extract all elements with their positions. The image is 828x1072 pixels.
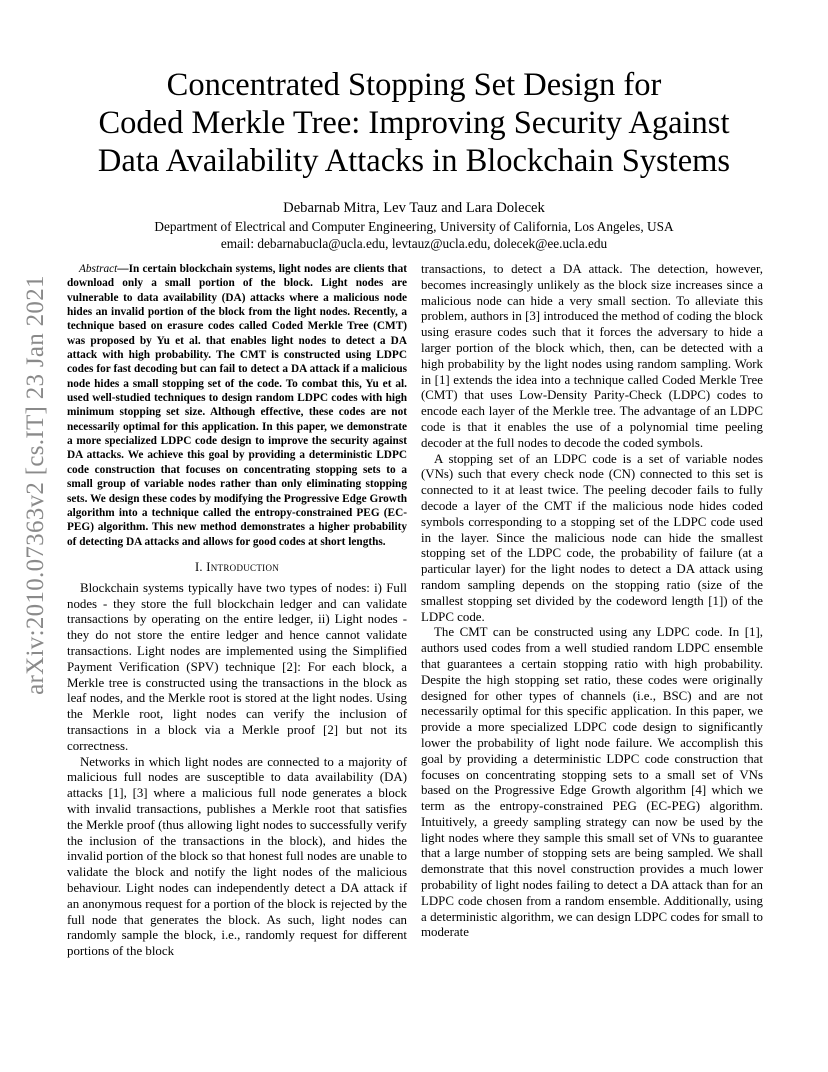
section-number: I. (194, 559, 203, 574)
abstract-text: —In certain blockchain systems, light nodes are clients that download only a small portion of the block. Light nodes are vulnerable to data availability (DA) attacks where a malicious node hides an invalid portion of the block from the light nodes. Recently, a technique based on erasure codes called Coded Merkle Tree (CMT) was proposed by Yu et al. that enables light nodes to detect a DA attack with high probability. The CMT is constructed using LDPC codes for fast decoding but can fail to detect a DA attack if a malicious node hides a small stopping set of the code. To combat this, Yu et al. used well-studied techniques to design random LDPC codes with high minimum stopping set size. Although effective, these codes are not necessarily optimal for this application. In this paper, we demonstrate a more specialized LDPC code design to improve the security against DA attacks. We achieve this goal by providing a deterministic LDPC code construction that focuses on concentrating stopping sets to a small group of variable nodes rather than only eliminating stopping sets. We design these codes by modifying the Progressive Edge Growth algorithm into a technique called the entropy-constrained PEG (EC-PEG) algorithm. This new method demonstrates a higher probability of detecting DA attacks and allows for good codes at short lengths. (67, 263, 407, 548)
abstract-label: Abstract (79, 263, 118, 275)
section-heading (67, 560, 407, 575)
section-title: Introduction (206, 559, 280, 574)
paper-title (60, 66, 768, 180)
intro-paragraph: Blockchain systems typically have two types of nodes: i) Full nodes - they store the full blockchain ledger and can validate transactions by operating on the entire ledger, ii) Light nodes - they do not store the entire ledger and hence cannot validate transactions. Light nodes are implemented using the Simplified Payment Verification (SPV) technique [2]: For each block, a Merkle tree is constructed using the transactions in the block as leaf nodes, and the Merkle root is stored at the light nodes. Using the Merkle root, light nodes can verify the inclusion of transactions in a block via a Merkle proof [2] but not its correctness. (67, 580, 407, 753)
title-line: Concentrated Stopping Set Design for (166, 67, 662, 103)
author-list: Debarnab Mitra, Lev Tauz and Lara Dolecek (283, 200, 545, 216)
intro-paragraph: transactions, to detect a DA attack. The detection, however, becomes increasingly unlikely as the block size increases since a malicious node can hide a very small section. To alleviate this problem, authors in [3] introduced the method of coding the block using erasure codes such that it forces the adversary to hide a larger portion of the block which, then, can be detected with a high probability by the light nodes using random sampling. Work in [1] extends the idea into a technique called Coded Merkle Tree (CMT) that uses Low-Density Parity-Check (LDPC) codes to encode each layer of the Merkle tree. The advantage of an LDPC code is that it enables the use of a polynomial time peeling decoder at the full nodes to decode the coded symbols. (421, 262, 763, 450)
right-column (421, 262, 763, 941)
abstract (67, 262, 407, 549)
intro-paragraph: The CMT can be constructed using any LDPC code. In [1], authors used codes from a well studied random LDPC ensemble that guarantees a certain stopping ratio with high probability. Despite the high stopping set ratio, these codes were originally designed for other types of channels (i.e., BSC) and are not necessarily optimal for this specific application. In this paper, we provide a more specialized LDPC code design to significantly lower the probability of light node failure. We accomplish this goal by providing a deterministic LDPC code construction that focuses on concentrating stopping sets to a small set of VNs based on the Progressive Edge Growth algorithm [4] which we term as the entropy-constrained PEG (EC-PEG) algorithm. Intuitively, a greedy sampling strategy can now be used by the light nodes where they sample this small set of VNs to guarantee that a large number of stopping sets are being sampled. We shall demonstrate that this novel construction provides a much lower probability of light nodes failing to detect a DA attack than for an LDPC code chosen from a random ensemble. Additionally, using a deterministic algorithm, we can design LDPC codes for small to moderate (421, 625, 763, 940)
title-line: Data Availability Attacks in Blockchain Systems (97, 143, 731, 179)
arxiv-stamp-text: arXiv:2010.07363v2 [cs.IT] 23 Jan 2021 (22, 275, 49, 695)
left-column (67, 262, 407, 960)
intro-paragraph: A stopping set of an LDPC code is a set of variable nodes (VNs) such that every check node (CN) connected to this set is connected to it at least twice. The peeling decoder fails to fully decode a layer of the CMT if the malicious node hides coded symbols corresponding to a stopping set of the LDPC code used in the layer. Since the malicious node can hide the smallest stopping set of the LDPC code, the probability of failure (at a particular layer) for the light nodes to detect a DA attack using random sampling depends on the stopping ratio (size of the smallest stopping set divided by the codeword length [1]) of the LDPC code. (421, 451, 763, 624)
email-line: email: debarnabucla@ucla.edu, levtauz@ucla.edu, dolecek@ee.ucla.edu (220, 236, 608, 251)
title-line: Coded Merkle Tree: Improving Security Against (98, 105, 730, 141)
intro-paragraph: Networks in which light nodes are connected to a majority of malicious full nodes are susceptible to data availability (DA) attacks [1], [3] where a malicious full node generates a block with invalid transactions, publishes a Merkle root that satisfies the Merkle proof (thus allowing light nodes to successfully verify the inclusion of the transactions in the block), and hides the invalid portion of the block so that honest full nodes are unable to validate the block and notify the light nodes of the malicious behaviour. Light nodes can independently detect a DA attack if an anonymous request for a portion of the block is rejected by the full node that generates the block. As such, light nodes can randomly sample the block, i.e., randomly request for different portions of the block (67, 754, 407, 959)
affiliation: Department of Electrical and Computer Engineering, University of California, Los Angeles, USA (154, 219, 674, 234)
arxiv-identifier-stamp (14, 275, 58, 695)
